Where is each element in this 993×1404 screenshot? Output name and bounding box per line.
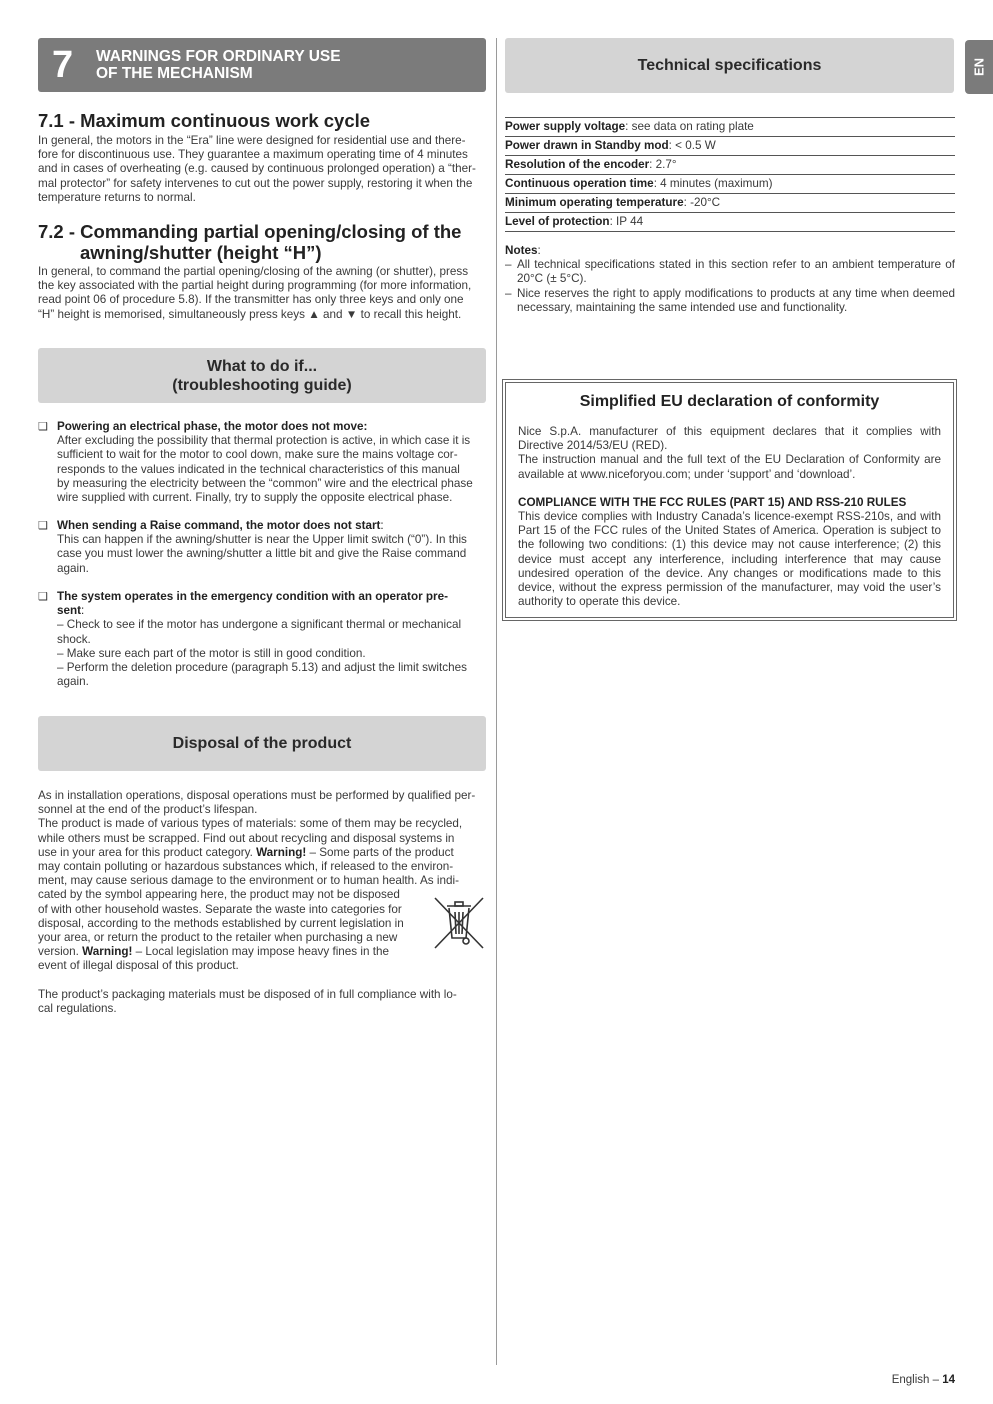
- troubleshooting-item-body: [57, 533, 487, 576]
- text-line: temperature returns to normal.: [38, 190, 196, 204]
- notes-heading: [505, 244, 955, 258]
- text-line: while others must be scrapped. Find out about recycling and disposal systems in: [38, 831, 455, 845]
- section-7-2-title: [38, 221, 461, 263]
- spec-value: : 2.7°: [649, 158, 677, 171]
- troubleshooting-item-title: [57, 590, 487, 618]
- checkbox-bullet-icon: ❑: [38, 520, 48, 532]
- text-line: – Check to see if the motor has undergone a significant thermal or mechanical: [57, 618, 462, 632]
- text-line: ment, may cause serious damage to the environment or to human health. As indi-: [38, 874, 459, 888]
- spec-row: [505, 213, 955, 232]
- text-line: sufficient to wait for the motor to cool down, make sure the mains voltage cor-: [57, 448, 458, 462]
- text-line: may contain polluting or hazardous substances which, if released to the environ-: [38, 860, 454, 874]
- tech-specs-header: [505, 38, 954, 93]
- disposal-header: [38, 716, 486, 771]
- troubleshooting-item: [38, 519, 487, 576]
- text-line: mal protector” for safety intervenes to cut out the power supply, restoring it when the: [38, 176, 473, 190]
- text-line: fore for discontinuous use. They guarantee a maximum operating time of 4 minutes: [38, 148, 468, 162]
- text-line: responds to the values indicated in the technical characteristics of this manual: [57, 462, 460, 476]
- note-item: – Nice reserves the right to apply modifications to products at any time when deemed necessary, maintaining the same intended use and functionality.: [505, 287, 955, 315]
- spec-value: : see data on rating plate: [625, 120, 754, 133]
- text-line: [38, 945, 490, 959]
- spec-label: Level of protection: [505, 215, 610, 228]
- text-line: the key associated with the partial height during programming (for more information,: [38, 279, 472, 293]
- page-number: 14: [942, 1374, 955, 1386]
- notes-label: Notes: [505, 244, 538, 257]
- eu-paragraph: The instruction manual and the full text of the EU Declaration of Conformity are available at www.niceforyou.com; under ‘support’ and ‘download’.: [518, 453, 941, 481]
- fcc-text: This device complies with Industry Canada’s licence-exempt RSS-210s, and with Part 15 of the FCC rules of the United States of America. Operation is subject to the following two conditions: (1) this device may not cause interference; (2) this device must accept any interference, including interference that may cause undesired operation of the device. Any changes or modifications made to this device, without the express permission of the manufacturer, may void the user’s authority to operate this device.: [518, 510, 941, 609]
- text-span: – Local legislation may impose heavy fines in the: [132, 945, 389, 959]
- tech-specs-title: Technical specifications: [637, 56, 822, 74]
- fcc-title: COMPLIANCE WITH THE FCC RULES (PART 15) AND RSS-210 RULES: [518, 495, 907, 509]
- spec-label: Resolution of the encoder: [505, 158, 650, 171]
- text-line: After excluding the possibility that thermal protection is active, in which case it is: [57, 434, 471, 448]
- language-tab-label: EN: [971, 57, 987, 77]
- spec-row: [505, 156, 955, 175]
- warning-label: Warning!: [256, 845, 307, 859]
- section-7-1-title: 7.1 - Maximum continuous work cycle: [38, 110, 371, 131]
- text-line: This can happen if the awning/shutter is near the Upper limit switch (“0”). In this: [57, 533, 467, 547]
- checkbox-bullet-icon: ❑: [38, 591, 48, 603]
- text-line: shock.: [57, 632, 91, 646]
- title-suffix: :: [81, 604, 85, 618]
- text-line: cal regulations.: [38, 1001, 117, 1015]
- column-divider: [496, 38, 497, 1365]
- troubleshooting-header: [38, 348, 486, 403]
- section-7-2-text: [38, 265, 490, 322]
- troubleshooting-title-line-2: (troubleshooting guide): [172, 376, 352, 394]
- spec-value: : IP 44: [609, 215, 644, 228]
- section-7-2-title-line-2: awning/shutter (height “H”): [80, 242, 322, 263]
- text-line: As in installation operations, disposal operations must be performed by qualified per-: [38, 789, 476, 802]
- text-span: use in your area for this product category.: [38, 845, 257, 859]
- text-line: In general, the motors in the “Era” line were designed for residential use and there-: [38, 134, 466, 147]
- warning-label: Warning!: [82, 945, 133, 959]
- text-line: – Perform the deletion procedure (paragraph 5.13) and adjust the limit switches: [57, 661, 467, 675]
- text-line: The product’s packaging materials must be disposed of in full compliance with lo-: [38, 987, 457, 1001]
- text-line: “H” height is memorised, simultaneously press keys ▲ and ▼ to recall this height.: [38, 307, 462, 321]
- eu-declaration-text: [506, 425, 953, 609]
- eu-declaration-title: Simplified EU declaration of conformity: [579, 393, 880, 410]
- text-line: again.: [57, 561, 89, 575]
- spec-row: [505, 118, 955, 137]
- text-line: event of illegal disposal of this product.: [38, 959, 239, 973]
- spec-value: : < 0.5 W: [668, 139, 716, 152]
- section-7-2-title-line-1: 7.2 - Commanding partial opening/closing of the: [38, 221, 462, 242]
- section-7-1-text: [38, 134, 490, 205]
- troubleshooting-item-title: Powering an electrical phase, the motor does not move:: [57, 420, 368, 433]
- text-span: version.: [38, 945, 83, 959]
- text-line: In general, to command the partial opening/closing of the awning (or shutter), press: [38, 265, 469, 278]
- footer-language: English –: [891, 1374, 943, 1386]
- text-line: wire supplied with current. Finally, try to supply the opposite electrical phase.: [57, 491, 453, 505]
- text-line: The product is made of various types of materials: some of them may be recycled,: [38, 817, 463, 831]
- text-line: – Make sure each part of the motor is still in good condition.: [57, 646, 366, 660]
- page-footer: [892, 1374, 955, 1386]
- text-line: and in cases of overheating (e.g. caused by continuous prolonged operation) a “ther-: [38, 162, 476, 176]
- text-line: your area, or return the product to the retailer when purchasing a new: [38, 931, 398, 945]
- troubleshooting-item-title: [57, 519, 487, 533]
- text-line: disposal, according to the methods established by current legislation in: [38, 916, 404, 930]
- language-tab: [965, 40, 993, 94]
- spec-label: Power drawn in Standby mod: [505, 139, 669, 152]
- notes-colon: :: [537, 244, 541, 257]
- text-line: case you must lower the awning/shutter a little bit and give the Raise command: [57, 547, 467, 561]
- spec-value: : -20°C: [683, 196, 721, 209]
- spec-label: Minimum operating temperature: [505, 196, 684, 209]
- crossed-out-wheelie-bin-icon: [431, 894, 487, 952]
- checkbox-bullet-icon: ❑: [38, 421, 48, 433]
- text-line: of with other household wastes. Separate the waste into categories for: [38, 902, 402, 916]
- text-line: read point 06 of procedure 5.8). If the transmitter has only three keys and only one: [38, 293, 464, 307]
- eu-declaration-box: [505, 382, 954, 618]
- chapter-title-line-1: WARNINGS FOR ORDINARY USE: [96, 48, 341, 65]
- text-line: cated by the symbol appearing here, the product may not be disposed: [38, 888, 400, 902]
- chapter-header: [38, 38, 486, 92]
- text-line: [38, 846, 490, 860]
- spec-label: Power supply voltage: [505, 120, 626, 133]
- spec-table: [505, 117, 955, 232]
- text-span: – Some parts of the product: [306, 845, 454, 859]
- troubleshooting-item-title-line-1: The system operates in the emergency condition with an operator pre-: [57, 590, 448, 603]
- troubleshooting-item-title-line-2: sent: [57, 604, 82, 618]
- chapter-title: [96, 49, 341, 82]
- text-line: again.: [57, 675, 89, 689]
- chapter-title-line-2: OF THE MECHANISM: [96, 64, 253, 82]
- spec-row: [505, 137, 955, 156]
- disposal-title: Disposal of the product: [172, 734, 352, 752]
- disposal-text: [38, 789, 490, 1016]
- troubleshooting-item-title-text: When sending a Raise command, the motor does not start: [57, 519, 381, 532]
- spec-notes: [505, 244, 955, 315]
- title-suffix: :: [380, 519, 384, 532]
- troubleshooting-title-line-1: What to do if...: [206, 357, 318, 375]
- troubleshooting-item-body: [57, 434, 487, 505]
- spec-label: Continuous operation time: [505, 177, 654, 190]
- troubleshooting-item: [38, 590, 487, 689]
- note-item: – All technical specifications stated in this section refer to an ambient temperature of 20°C (± 5°C).: [505, 258, 955, 286]
- troubleshooting-item: [38, 420, 487, 505]
- spec-row: [505, 175, 955, 194]
- chapter-number: 7: [52, 44, 74, 86]
- troubleshooting-item-body: [57, 618, 487, 689]
- spec-value: : 4 minutes (maximum): [653, 177, 773, 190]
- eu-paragraph: Nice S.p.A. manufacturer of this equipment declares that it complies with Directive 2014/53/EU (RED).: [518, 425, 941, 453]
- text-line: sonnel at the end of the product’s lifespan.: [38, 803, 258, 817]
- spec-row: [505, 194, 955, 213]
- text-line: by measuring the electricity between the “common” wire and the electrical phase: [57, 476, 473, 490]
